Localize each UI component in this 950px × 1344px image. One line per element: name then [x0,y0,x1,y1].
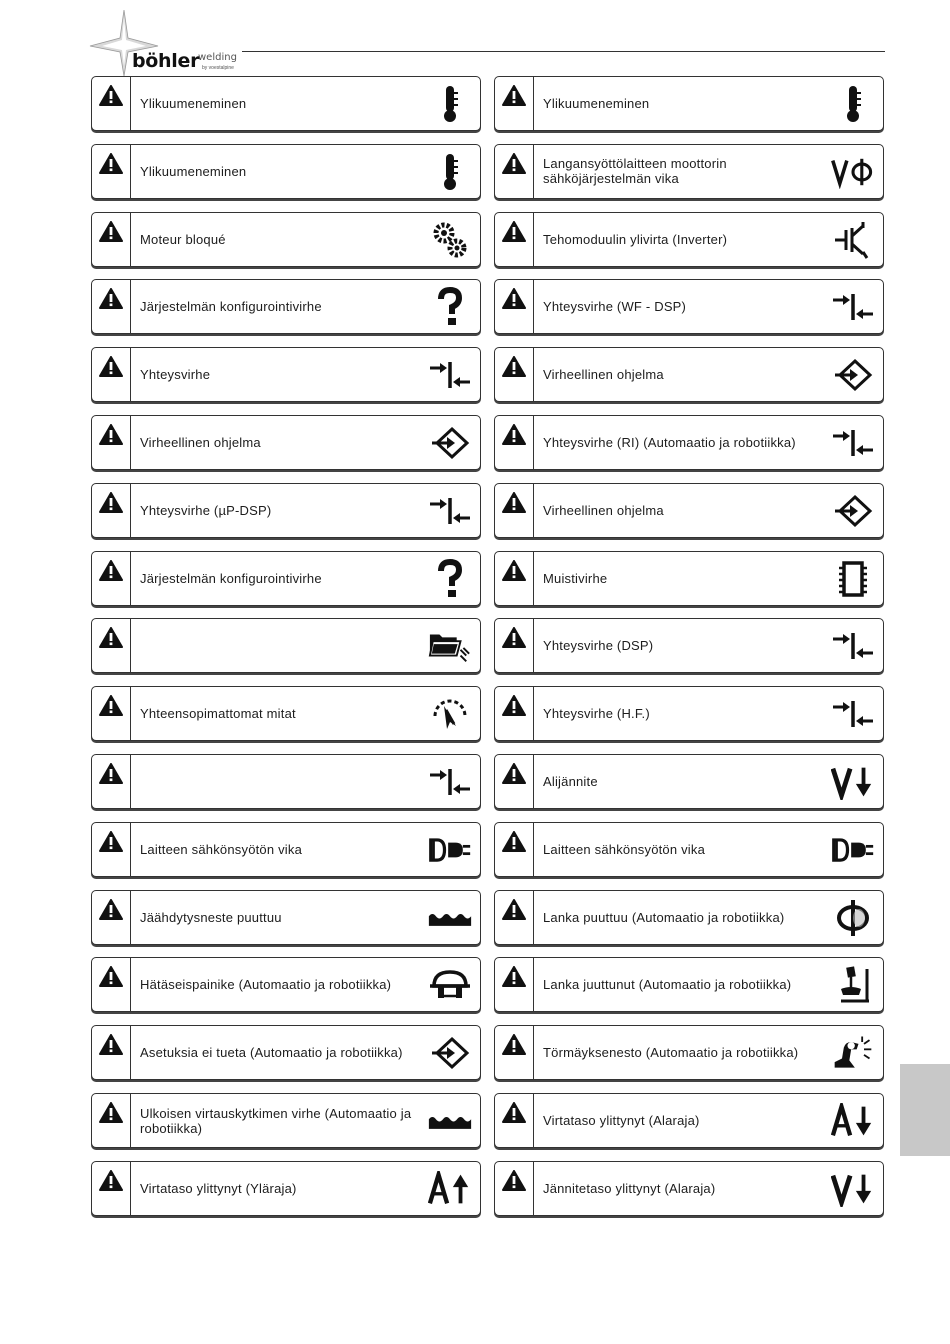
error-card [91,279,481,334]
connection-arrows-icon [428,354,472,396]
error-card [494,822,884,877]
error-card [91,212,481,267]
error-card [91,754,481,809]
error-row [91,1161,886,1218]
warning-icon [502,424,526,446]
logo-brand: böhler [132,50,200,72]
question-mark-icon [428,558,472,600]
error-row [91,144,886,201]
warning-cell [92,213,131,266]
error-card [91,957,481,1012]
error-row [91,415,886,472]
error-card [91,686,481,741]
error-row [91,1025,886,1082]
warning-icon [502,1102,526,1124]
error-label: Jäähdytysneste puuttuu [140,909,282,925]
error-card [91,822,481,877]
warning-cell [495,958,534,1011]
warning-icon [99,831,123,853]
warning-icon [502,356,526,378]
warning-cell [92,891,131,944]
error-row [91,76,886,133]
voltage-down-icon [831,1168,875,1210]
warning-icon [502,560,526,582]
warning-cell [495,1094,534,1147]
error-label: Yhteysvirhe [140,367,211,383]
question-mark-icon [428,286,472,328]
warning-icon [99,424,123,446]
warning-cell [92,687,131,740]
warning-cell [495,552,534,605]
logo-tagline: by voestalpine [202,65,234,71]
warning-icon [502,966,526,988]
error-row [91,483,886,540]
warning-cell [495,823,534,876]
error-card [91,483,481,538]
error-label: Laitteen sähkönsyötön vika [543,841,706,857]
warning-icon [502,85,526,107]
error-card [494,1025,884,1080]
error-card [494,618,884,673]
warning-icon [99,356,123,378]
warning-icon [99,85,123,107]
emergency-stop-icon [428,964,472,1006]
program-diamond-icon [831,490,875,532]
warning-cell [92,77,131,130]
error-card [91,1161,481,1216]
gears-icon [428,219,472,261]
warning-icon [99,560,123,582]
error-card [91,1025,481,1080]
error-row [91,347,886,404]
error-label: Hätäseispainike (Automaatio ja robotiikka) [140,977,392,993]
warning-icon [502,288,526,310]
warning-cell [495,619,534,672]
program-diamond-icon [831,354,875,396]
warning-cell [495,687,534,740]
error-label: Ylikuumeneminen [140,163,247,179]
connection-arrows-icon [428,761,472,803]
error-card [91,415,481,470]
warning-icon [99,966,123,988]
error-card [91,1093,481,1148]
wire-reel-icon [831,897,875,939]
voltage-down-icon [831,761,875,803]
error-card [494,76,884,131]
error-label: Järjestelmän konfigurointivirhe [140,570,322,586]
error-row [91,754,886,811]
error-row [91,890,886,947]
error-card [494,551,884,606]
error-row [91,822,886,879]
error-label: Ylikuumeneminen [543,96,650,111]
error-label: Alijännite [543,774,598,789]
warning-icon [502,831,526,853]
error-card [494,347,884,402]
gauge-icon [428,693,472,735]
error-card [494,957,884,1012]
motor-phase-icon [831,151,875,193]
error-label: Muistivirhe [543,570,608,586]
connection-arrows-icon [831,286,875,328]
warning-icon [99,1034,123,1056]
warning-cell [495,1162,534,1215]
error-card [494,483,884,538]
thermometer-icon [428,151,472,193]
warning-cell [495,280,534,333]
error-card [91,890,481,945]
error-label: Yhteysvirhe (WF - DSP) [543,299,687,315]
error-row [91,1093,886,1150]
error-label: Järjestelmän konfigurointivirhe [140,299,322,315]
warning-cell [495,755,534,808]
connection-arrows-icon [428,490,472,532]
warning-cell [92,1026,131,1079]
warning-icon [99,288,123,310]
memory-chip-icon [831,558,875,600]
error-card [494,144,884,199]
warning-cell [92,1094,131,1147]
folder-error-icon [428,625,472,667]
warning-icon [502,899,526,921]
connection-arrows-icon [831,625,875,667]
warning-cell [495,348,534,401]
error-label: Asetuksia ei tueta (Automaatio ja robotiikka) [140,1045,403,1061]
connection-arrows-icon [831,422,875,464]
warning-icon [502,1170,526,1192]
warning-icon [99,1102,123,1124]
error-card [91,76,481,131]
warning-icon [99,763,123,785]
coolant-wave-icon [428,1100,472,1142]
warning-icon [502,763,526,785]
warning-icon [502,492,526,514]
warning-icon [99,221,123,243]
error-card [494,212,884,267]
error-card [494,415,884,470]
warning-icon [99,153,123,175]
error-row [91,618,886,675]
error-label: Virheellinen ohjelma [543,367,664,383]
header-divider [242,51,885,52]
plug-icon [831,829,875,871]
warning-cell [495,213,534,266]
error-card [91,144,481,199]
program-diamond-icon [428,422,472,464]
warning-cell [92,484,131,537]
error-card [91,347,481,402]
warning-icon [502,221,526,243]
warning-cell [495,77,534,130]
error-label: Yhteysvirhe (DSP) [543,638,654,654]
error-card [494,279,884,334]
error-label: Ulkoisen virtauskytkimen virhe (Automaatio ja robotiikka) [140,1105,412,1136]
error-label: Yhteysvirhe (H.F.) [543,706,650,722]
thermometer-icon [831,83,875,125]
error-label: Ylikuumeneminen [140,96,247,111]
connection-arrows-icon [831,693,875,735]
warning-cell [92,416,131,469]
error-card [91,551,481,606]
error-label [140,755,420,808]
error-row [91,686,886,743]
warning-cell [92,280,131,333]
wire-stuck-icon [831,964,875,1006]
error-label: Moteur bloqué [140,231,226,247]
warning-icon [99,899,123,921]
warning-cell [495,484,534,537]
section-tab [900,1064,950,1156]
error-label: Lanka puuttuu (Automaatio ja robotiikka) [543,909,785,925]
error-label: Yhteysvirhe (RI) (Automaatio ja robotiikka) [543,435,796,450]
plug-icon [428,829,472,871]
error-card [494,754,884,809]
error-row [91,551,886,608]
warning-cell [92,348,131,401]
error-label: Jännitetaso ylittynyt (Alaraja) [543,1180,716,1196]
error-label: Yhteysvirhe (µP-DSP) [140,502,272,518]
error-row [91,279,886,336]
error-row [91,957,886,1014]
warning-icon [99,1170,123,1192]
error-label: Virtataso ylittynyt (Yläraja) [140,1180,297,1196]
error-label: Virtataso ylittynyt (Alaraja) [543,1113,700,1128]
error-row [91,212,886,269]
bohler-welding-logo [88,8,248,78]
warning-icon [99,492,123,514]
error-label: Törmäyksenesto (Automaatio ja robotiikka) [543,1045,799,1061]
warning-cell [92,552,131,605]
warning-cell [92,958,131,1011]
error-label: Virheellinen ohjelma [140,435,261,450]
warning-cell [495,416,534,469]
warning-icon [99,627,123,649]
warning-cell [495,1026,534,1079]
program-diamond-icon [428,1032,472,1074]
warning-cell [495,891,534,944]
error-label: Lanka juuttunut (Automaatio ja robotiikka) [543,977,792,993]
logo-brand-suffix: welding [198,52,237,63]
warning-icon [502,627,526,649]
warning-cell [92,755,131,808]
error-card [494,1161,884,1216]
warning-icon [502,153,526,175]
warning-icon [502,1034,526,1056]
warning-cell [92,1162,131,1215]
current-down-icon [831,1100,875,1142]
error-label: Langansyöttölaitteen moottorin sähköjärjestelmän vika [543,156,727,187]
warning-icon [502,695,526,717]
error-card [494,686,884,741]
error-card [494,1093,884,1148]
warning-cell [495,145,534,198]
page-header [0,0,950,78]
igbt-transistor-icon [831,219,875,261]
warning-cell [92,145,131,198]
error-label: Virheellinen ohjelma [543,502,664,518]
robot-collision-icon [831,1032,875,1074]
error-label [140,619,420,672]
error-label: Tehomoduulin ylivirta (Inverter) [543,231,728,247]
warning-icon [99,695,123,717]
error-card [494,890,884,945]
warning-cell [92,619,131,672]
error-card [91,618,481,673]
error-label: Yhteensopimattomat mitat [140,706,296,722]
error-label: Laitteen sähkönsyötön vika [140,841,303,857]
current-up-icon [428,1168,472,1210]
warning-cell [92,823,131,876]
coolant-wave-icon [428,897,472,939]
thermometer-icon [428,83,472,125]
